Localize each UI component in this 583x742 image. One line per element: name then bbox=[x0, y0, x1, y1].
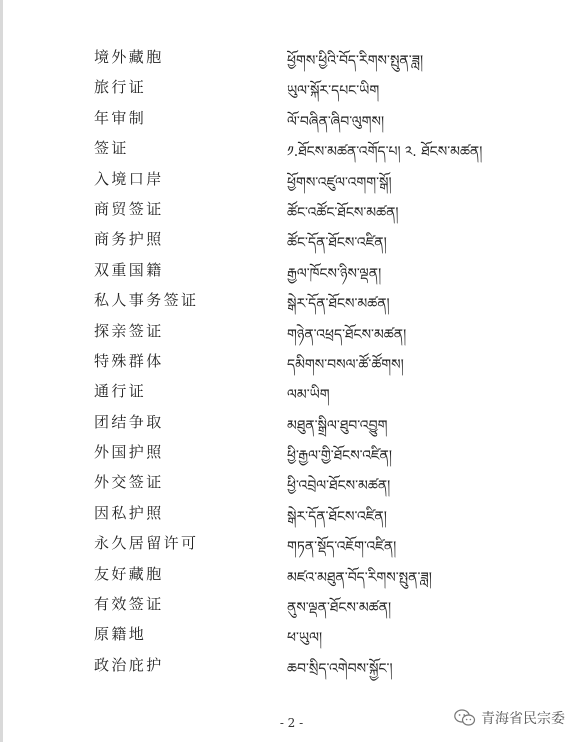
tibetan-term: ཡུལ་སྐོར་དཔང་ཡིག bbox=[287, 83, 380, 100]
tibetan-term: དམིགས་བསལ་ཚོ་ཚོགས། bbox=[287, 356, 404, 373]
chinese-term: 私人事务签证 bbox=[94, 291, 199, 310]
chinese-term: 外交签证 bbox=[94, 473, 164, 492]
glossary-row bbox=[0, 192, 583, 222]
tibetan-term: མཛའ་མཐུན་བོད་རིགས་སྤུན་ཟླ། bbox=[287, 569, 432, 586]
chinese-term: 原籍地 bbox=[94, 625, 147, 644]
tibetan-term: ལོ་བཞིན་ཞིབ་ལུགས། bbox=[287, 113, 385, 130]
glossary-row bbox=[0, 526, 583, 556]
tibetan-term: ཚོང་འཚོང་ཐོངས་མཚན། bbox=[287, 204, 399, 221]
tibetan-term: ཕྱོགས་ཕྱིའི་བོད་རིགས་སྤུན་ཟླ། bbox=[287, 53, 424, 69]
tibetan-term: གཉེན་འཕྲད་ཐོངས་མཚན། bbox=[287, 326, 407, 343]
glossary-row bbox=[0, 344, 583, 374]
tibetan-term: ༡.ཐོངས་མཚན་འགོད་པ། ༢. ཐོངས་མཚན། bbox=[287, 144, 483, 161]
glossary-row bbox=[0, 70, 583, 100]
watermark-text: 青海省民宗委 bbox=[481, 711, 565, 727]
chinese-term: 友好藏胞 bbox=[94, 564, 164, 583]
chinese-term: 旅行证 bbox=[94, 78, 147, 97]
tibetan-term: ནུས་ལྡན་ཐོངས་མཚན། bbox=[287, 600, 392, 617]
tibetan-term: སྒེར་དོན་ཐོངས་འཛིན། bbox=[287, 508, 387, 525]
chinese-term: 入境口岸 bbox=[94, 169, 164, 188]
chinese-term: 团结争取 bbox=[94, 412, 164, 431]
chinese-term: 外国护照 bbox=[94, 443, 164, 462]
chinese-term: 通行证 bbox=[94, 382, 147, 401]
glossary-table bbox=[0, 40, 583, 678]
tibetan-term: གཏན་སྡོད་འཇོག་འཛིན། bbox=[287, 539, 397, 556]
glossary-row bbox=[0, 101, 583, 131]
chinese-term: 特殊群体 bbox=[94, 351, 164, 370]
chinese-term: 探亲签证 bbox=[94, 321, 164, 340]
glossary-row bbox=[0, 162, 583, 192]
tibetan-term: ལམ་ཡིག bbox=[287, 387, 330, 404]
tibetan-term: མཐུན་སྒྲིལ་ཐུབ་འབྱུག bbox=[287, 417, 388, 434]
glossary-row bbox=[0, 131, 583, 161]
glossary-row bbox=[0, 253, 583, 283]
chinese-term: 双重国籍 bbox=[94, 260, 164, 279]
glossary-row bbox=[0, 374, 583, 404]
chinese-term: 境外藏胞 bbox=[94, 48, 164, 66]
page-number: - 2 - bbox=[279, 716, 304, 730]
glossary-row bbox=[0, 222, 583, 252]
glossary-row bbox=[0, 40, 583, 70]
chinese-term: 年审制 bbox=[94, 108, 147, 127]
glossary-row bbox=[0, 648, 583, 678]
tibetan-term: རྒྱལ་ཁོངས་ཉིས་ལྡན། bbox=[287, 265, 382, 282]
tibetan-term: ཕྱོགས་འཛུལ་འགག་སྒོ། bbox=[287, 174, 392, 191]
chinese-term: 政治庇护 bbox=[94, 655, 164, 674]
wechat-icon bbox=[454, 709, 476, 727]
glossary-row bbox=[0, 314, 583, 344]
tibetan-term: ཕ་ཡུལ། bbox=[287, 630, 323, 647]
chinese-term: 有效签证 bbox=[94, 595, 164, 614]
glossary-row bbox=[0, 496, 583, 526]
glossary-row bbox=[0, 405, 583, 435]
chinese-term: 永久居留许可 bbox=[94, 534, 199, 553]
tibetan-term: ཆབ་སྲིད་འགེབས་སྐྱོང་། bbox=[287, 660, 393, 677]
glossary-row bbox=[0, 435, 583, 465]
glossary-row bbox=[0, 617, 583, 647]
wechat-watermark bbox=[454, 708, 565, 728]
chinese-term: 签证 bbox=[94, 139, 129, 158]
glossary-row bbox=[0, 283, 583, 313]
chinese-term: 商贸签证 bbox=[94, 199, 164, 218]
tibetan-term: ཚོང་དོན་ཐོངས་འཛིན། bbox=[287, 235, 387, 252]
chinese-term: 因私护照 bbox=[94, 503, 164, 522]
glossary-row bbox=[0, 587, 583, 617]
glossary-row bbox=[0, 557, 583, 587]
tibetan-term: ཕྱི་འབྲེལ་ཐོངས་མཚན། bbox=[287, 478, 391, 495]
tibetan-term: སྒེར་དོན་ཐོངས་མཚན། bbox=[287, 296, 390, 313]
chinese-term: 商务护照 bbox=[94, 230, 164, 249]
glossary-row bbox=[0, 465, 583, 495]
tibetan-term: ཕྱི་རྒྱལ་གྱི་ཐོངས་འཛིན། bbox=[287, 448, 392, 465]
